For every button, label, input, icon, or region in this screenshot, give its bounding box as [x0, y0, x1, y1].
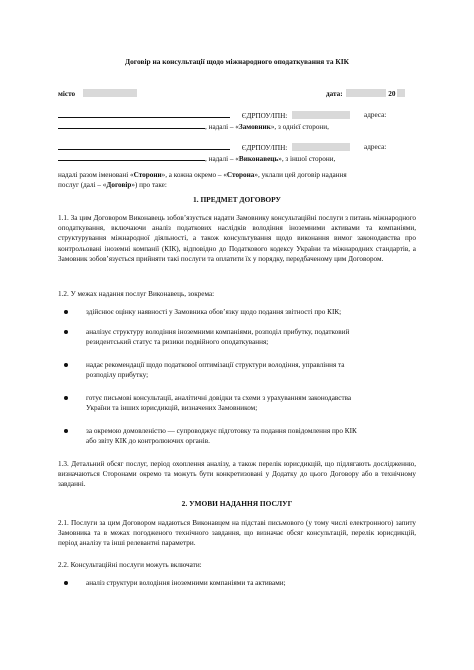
bullet-item-text: резидентський статус та ризики подвійного оподаткування; — [86, 338, 269, 347]
year-field[interactable] — [397, 89, 405, 97]
bullet-dot — [64, 310, 68, 314]
bullet-dot — [64, 363, 68, 367]
contractor-line-2 — [58, 153, 335, 164]
bullet-item-text: аналіз структури володіння іноземними компаніями та активами; — [86, 579, 286, 587]
customer-role: Замовник — [238, 123, 271, 131]
contractor-suffix-2: », з іншої сторони, — [278, 155, 336, 163]
customer-address-label: адреса: — [364, 111, 387, 119]
clause-2-1 — [58, 518, 416, 549]
customer-suffix-2: », з однієї сторони, — [270, 123, 329, 131]
clause-1-2: 1.2. У межах надання послуг Виконавець, зокрема: — [58, 290, 215, 298]
clause-2-2: 2.2. Консультаційні послуги можуть включати: — [58, 561, 202, 569]
bullet-item-text: аналізує структуру володіння іноземними компаніями, розподіл прибутку, податковий — [86, 328, 350, 336]
contractor-suffix-1: , надалі – « — [205, 155, 239, 163]
clause-1-1 — [58, 213, 416, 264]
clause-1-3 — [58, 459, 416, 490]
customer-edrpou-field[interactable] — [292, 111, 350, 119]
document-title: Договір на консультації щодо міжнародного оподаткування та КІК — [125, 57, 349, 66]
clause-2-1-text: 2.1. Послуги за цим Договором надаються Виконавцем на підставі письмового (у тому числі електронного) запиту Замовника та в межах погодженого технічного завдання, що визначає обсяг консультацій, перелік юрисдикцій, період аналізу та інші релевантні параметри. — [58, 519, 416, 548]
customer-edrpou-label: ЄДРПОУ/ІПН: — [241, 112, 288, 120]
contractor-name-field[interactable] — [58, 142, 230, 150]
contractor-address-label: адреса: — [364, 143, 387, 151]
date-label: дата: — [326, 90, 343, 98]
intro-text-4: послуг (далі – « — [58, 181, 107, 189]
bullet-dot — [64, 396, 68, 400]
customer-name-field[interactable] — [58, 110, 230, 118]
city-row — [58, 89, 137, 99]
intro-party: Сторона — [226, 171, 255, 179]
intro-contract: Договір — [106, 181, 132, 189]
contractor-line-1 — [58, 142, 350, 153]
intro-text-2: », а кожна окремо – « — [161, 171, 227, 179]
bullet-item-text: розподілу прибутку; — [86, 371, 149, 380]
bullet-item-text: здійснює оцінку наявності у Замовника обов’язку щодо подання звітності про КІК; — [86, 308, 342, 316]
customer-suffix-1: , надалі – « — [205, 123, 239, 131]
bullet-dot — [64, 429, 68, 433]
section-2-title: 2. УМОВИ НАДАННЯ ПОСЛУГ — [181, 499, 293, 508]
intro-text-5: ») про таке: — [131, 181, 167, 189]
clause-1-3-text: 1.3. Детальний обсяг послуг, період охоплення аналізу, а також перелік юрисдикцій, що підлягають дослідженню, визначаються Сторонами окремо та можуть бути конкретизовані у Додатку до цього Договору або в технічному завданні. — [58, 460, 416, 489]
contractor-role: Виконавець — [238, 155, 279, 163]
intro-text-3: », уклали цей договір надання — [254, 171, 347, 179]
contractor-edrpou-label: ЄДРПОУ/ІПН: — [241, 144, 288, 152]
customer-line-1 — [58, 110, 350, 121]
bullet-item-text: готує письмові консультації, аналітичні довідки та схеми з урахуванням законодавства — [86, 394, 352, 402]
intro-text-1: надалі разом іменовані « — [58, 171, 134, 179]
bullet-item-text: за окремою домовленістю — супроводжує підготовку та подання повідомлення про КІК — [86, 427, 357, 435]
bullet-item-text: або звіту КІК до контролюючих органів. — [86, 437, 210, 446]
intro-line-1 — [58, 170, 347, 180]
section-1-title: 1. ПРЕДМЕТ ДОГОВОРУ — [193, 195, 281, 204]
bullet-item-text: надає рекомендації щодо податкової оптимізації структури володіння, управління та — [86, 361, 345, 369]
bullet-dot — [64, 330, 68, 334]
city-field[interactable] — [83, 89, 137, 97]
contractor-edrpou-field[interactable] — [292, 143, 350, 151]
bullet-dot — [64, 581, 68, 585]
date-row — [326, 89, 405, 99]
customer-line-2 — [58, 121, 329, 132]
intro-line-2 — [58, 180, 167, 190]
date-field[interactable] — [346, 89, 386, 97]
bullet-item-text: України та інших юрисдикцій, визначених Замовником; — [86, 404, 258, 413]
clause-1-1-text: 1.1. За цим Договором Виконавець зобов’язується надати Замовнику консультаційні послуги з питань міжнародного оподаткування, включаючи аналіз податкових наслідків володіння іноземними активами та компаніями, структурування міжнародної діяльності, а також консультування щодо виконання вимог законодавства про контрольовані іноземні компанії (КІК), відповідно до Податкового кодексу України та міжнародних стандартів, а Замовник зобов’язується прийняти такі послуги та оплатити їх у порядку, передбаченому цим Договором. — [58, 214, 416, 263]
intro-parties: Сторони — [133, 171, 162, 179]
customer-address-field[interactable] — [58, 121, 205, 129]
city-label: місто — [58, 90, 76, 98]
year-prefix: 20 — [388, 90, 396, 98]
contractor-address-field[interactable] — [58, 153, 205, 161]
